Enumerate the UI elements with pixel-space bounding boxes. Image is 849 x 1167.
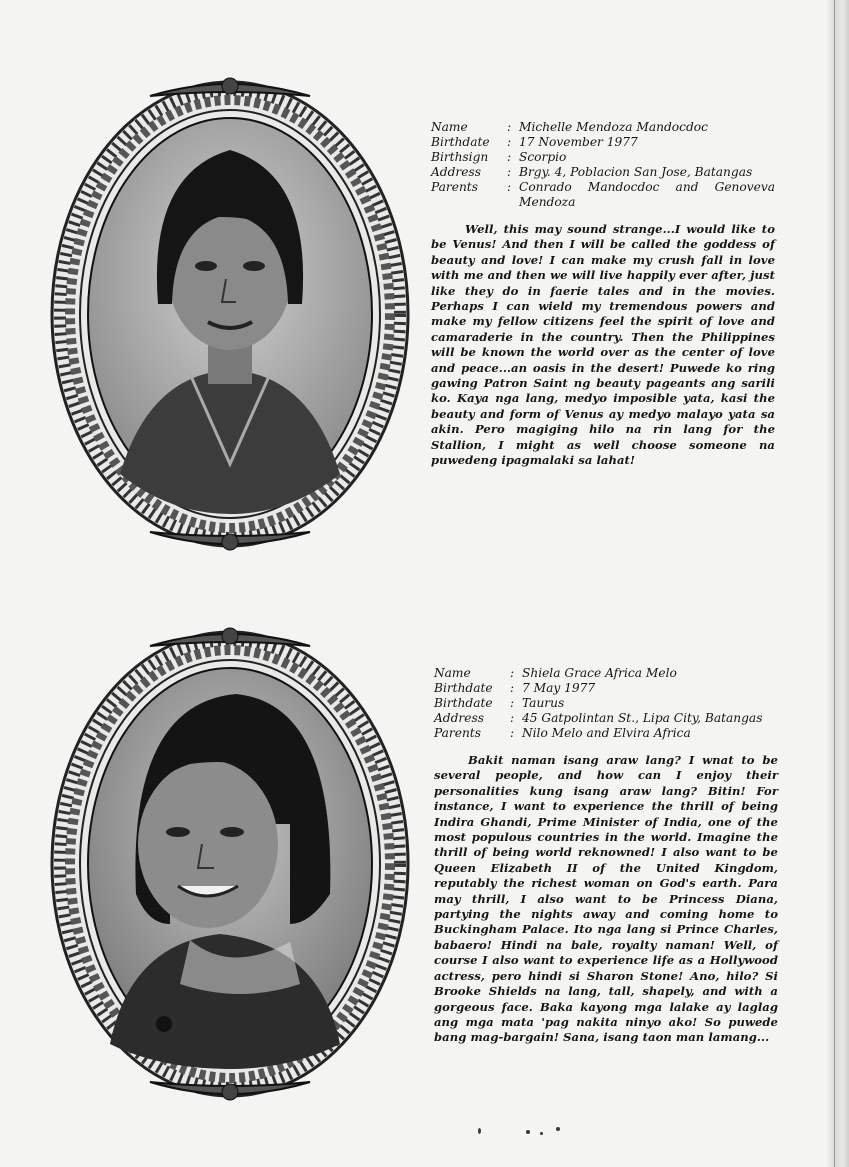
page-edge-line	[834, 0, 835, 1167]
page-edge	[827, 0, 849, 1167]
parents-label: Parents	[434, 726, 481, 740]
address-value: Brgy. 4, Poblacion San Jose, Batangas	[519, 165, 753, 179]
birthdate-label: Birthdate	[431, 135, 490, 149]
birthdate-value: 17 November 1977	[519, 135, 638, 149]
scan-speck	[478, 1128, 481, 1134]
name-value: Shiela Grace Africa Melo	[522, 666, 677, 680]
name-label: Name	[431, 120, 468, 134]
portrait-photo-2	[40, 624, 420, 1104]
profile-2-info	[434, 666, 778, 741]
separator: :	[507, 165, 512, 179]
separator: :	[510, 711, 515, 725]
profile-2-essay: Bakit naman isang araw lang? I wnat to be several people, and how can I enjoy their personalities kung isang araw lang? Bitin! For instance, I want to experience the thrill of being Indira Ghandi, Prime Minister of India, one of the most populous countries in the world. Imagine the thrill of being world reknowned! I also want to be Queen Elizabeth II of the United Kingdom, reputably the richest woman on God's earth. Para may thrill, I also want to be Princess Diana, partying the nights away and coming home to Buckingham Palace. Ito nga lang si Prince Charles, babaero! Hindi na bale, royalty naman! Well, of course I also want to experience life as a Hollywood actress, pero hindi si Sharon Stone! Ano, hilo? Si Brooke Shields na lang, tall, shapely, and with a gorgeous face. Baka kayong mga lalake ay laglag ang mga mata 'pag nakita ninyo ako! So puwede bang mag-bargain! Sana, isang taon man lamang...	[434, 753, 778, 1045]
profile-2	[434, 666, 778, 1057]
address-value: 45 Gatpolintan St., Lipa City, Batangas	[522, 711, 763, 725]
name-label: Name	[434, 666, 471, 680]
name-value: Michelle Mendoza Mandocdoc	[519, 120, 708, 134]
scan-speck	[556, 1127, 560, 1131]
separator: :	[510, 666, 515, 680]
parents-label: Parents	[431, 180, 478, 194]
separator: :	[507, 120, 512, 134]
address-label: Address	[431, 165, 481, 179]
separator: :	[510, 726, 515, 740]
birthsign-value: Scorpio	[519, 150, 567, 164]
portrait-frame-2	[40, 624, 420, 1104]
separator: :	[507, 135, 512, 149]
profile-1-info	[431, 120, 775, 210]
separator: :	[507, 150, 512, 164]
parents-value: Nilo Melo and Elvira Africa	[522, 726, 691, 740]
profile-1	[431, 120, 775, 480]
birthsign-label: Birthdate	[434, 696, 493, 710]
scan-speck	[540, 1132, 543, 1135]
profile-1-essay: Well, this may sound strange...I would like to be Venus! And then I will be called the goddess of beauty and love! I can make my crush fall in love with me and then we will live happily ever after, just like they do in faerie tales and in the movies. Perhaps I can wield my tremendous powers and make my fellow citizens feel the spirit of love and camaraderie in the country. Then the Philippines will be known the world over as the center of love and peace...an oasis in the desert! Puwede ko ring gawing Patron Saint ng beauty pageants ang sarili ko. Kaya nga lang, medyo imposible yata, kasi the beauty and form of Venus ay medyo malayo yata sa akin. Pero magiging hilo na rin lang for the Stallion, I might as well choose someone na puwedeng ipagmalaki sa lahat!	[431, 222, 775, 468]
separator: :	[510, 681, 515, 695]
parents-value: Conrado Mandocdoc and Genoveva Mendoza	[519, 180, 775, 209]
separator: :	[507, 180, 512, 194]
portrait-frame-1	[40, 74, 420, 554]
separator: :	[510, 696, 515, 710]
birthdate-value: 7 May 1977	[522, 681, 596, 695]
birthsign-label: Birthsign	[431, 150, 489, 164]
address-label: Address	[434, 711, 484, 725]
portrait-photo-1	[40, 74, 420, 554]
scan-speck	[526, 1130, 530, 1134]
birthsign-value: Taurus	[522, 696, 565, 710]
birthdate-label: Birthdate	[434, 681, 493, 695]
